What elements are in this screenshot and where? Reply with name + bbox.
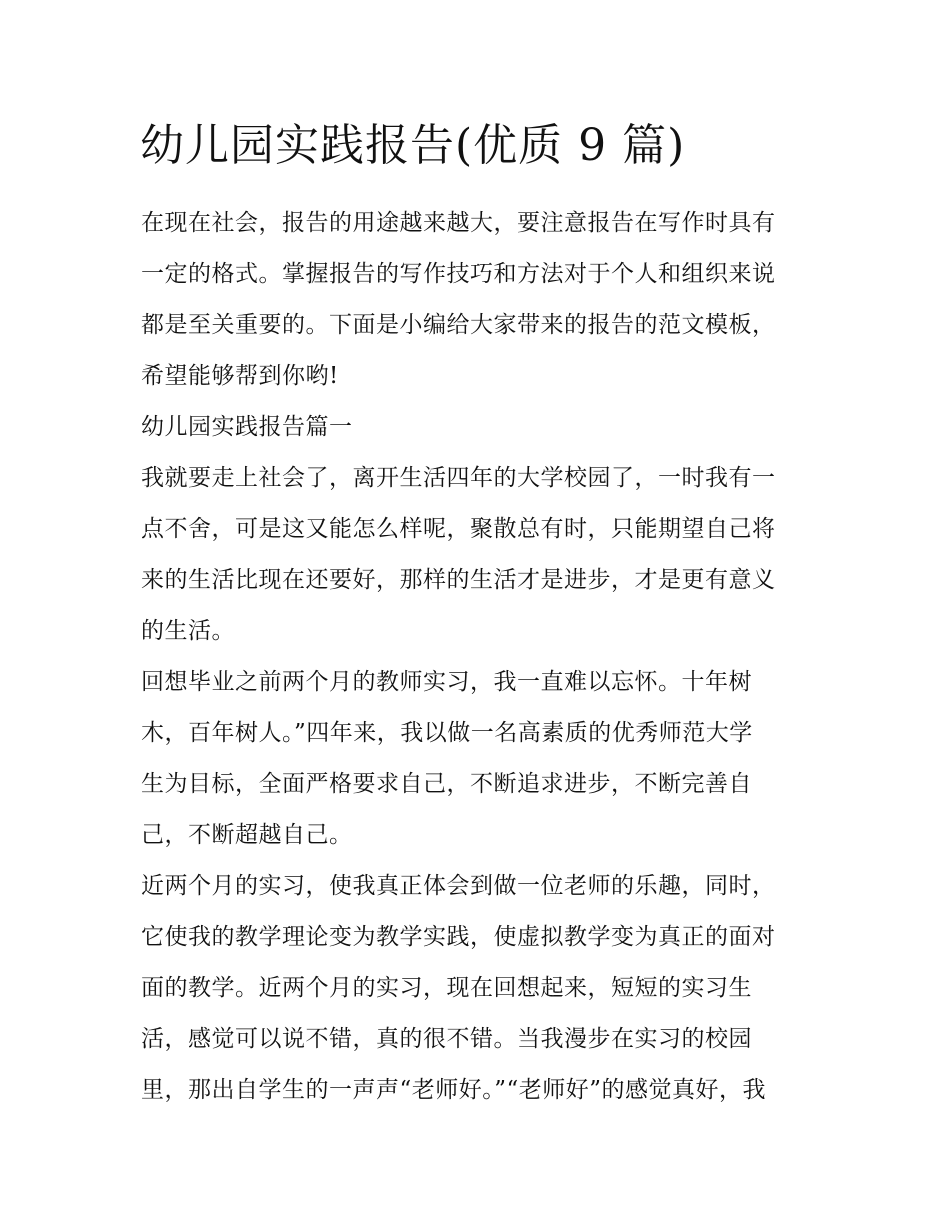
text-line: 来的生活比现在还要好，那样的生活才是进步，才是更有意义 [141, 567, 776, 593]
text-line: 它使我的教学理论变为教学实践，使虚拟教学变为真正的面对 [141, 924, 776, 950]
text-line: 活，感觉可以说不错，真的很不错。当我漫步在实习的校园 [141, 1026, 752, 1052]
document-body [141, 198, 819, 1116]
text-line: 回想毕业之前两个月的教师实习，我一直难以忘怀。十年树 [141, 669, 752, 695]
text-line: 己，不断超越自己。 [141, 822, 353, 848]
text-line: 点不舍，可是这又能怎么样呢，聚散总有时，只能期望自己将 [141, 516, 776, 542]
text-line: 生为目标，全面严格要求自己，不断追求进步，不断完善自 [141, 771, 752, 797]
text-line: 我就要走上社会了，离开生活四年的大学校园了，一时我有一 [141, 465, 776, 491]
section-heading: 幼儿园实践报告篇一 [141, 414, 353, 440]
text-line: 近两个月的实习，使我真正体会到做一位老师的乐趣，同时， [141, 873, 776, 899]
text-line: 木，百年树人。”四年来，我以做一名高素质的优秀师范大学 [141, 720, 753, 746]
text-line: 一定的格式。掌握报告的写作技巧和方法对于个人和组织来说 [141, 261, 776, 287]
text-line: 的生活。 [141, 618, 235, 644]
text-line: 都是至关重要的。下面是小编给大家带来的报告的范文模板， [141, 312, 776, 338]
document-title: 幼儿园实践报告(优质 9 篇) [140, 120, 686, 171]
text-line: 里，那出自学生的一声声“老师好。”“老师好”的感觉真好，我 [141, 1077, 767, 1103]
text-line: 在现在社会，报告的用途越来越大，要注意报告在写作时具有 [141, 210, 776, 236]
text-line: 面的教学。近两个月的实习，现在回想起来，短短的实习生 [141, 975, 752, 1001]
text-line: 希望能够帮到你哟! [141, 363, 339, 389]
